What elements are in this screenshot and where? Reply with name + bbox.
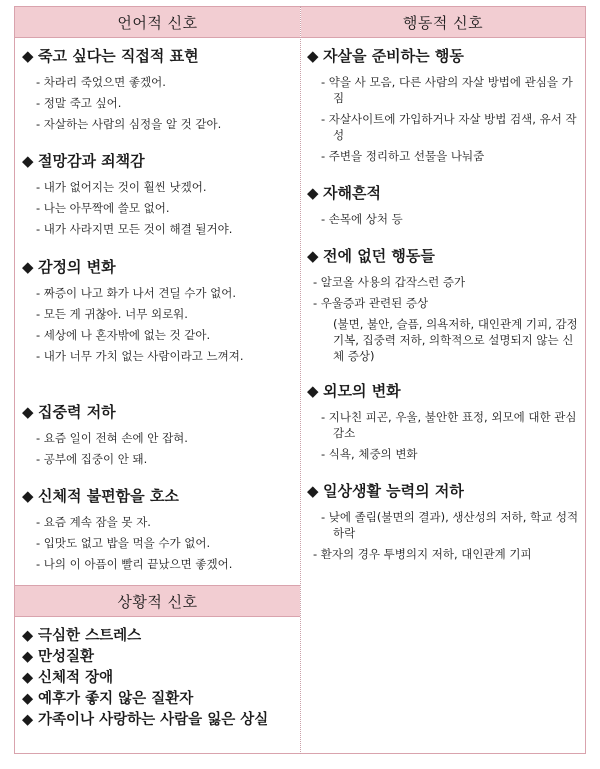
list-item: - 식욕, 체중의 변화	[321, 447, 418, 461]
behavior-section-self-harm	[307, 182, 579, 232]
section-title: ◆ 신체적 불편함을 호소	[22, 487, 179, 505]
list-item: - 차라리 죽었으면 좋겠어.	[36, 75, 166, 89]
list-item: - 나의 이 아픔이 빨리 끝났으면 좋겠어.	[36, 557, 233, 571]
list-item: ◆ 예후가 좋지 않은 질환자	[22, 691, 194, 707]
section-title: ◆ 집중력 저하	[22, 403, 116, 421]
list-item: - 정말 죽고 싶어.	[36, 96, 122, 110]
diamond-bullet-icon: ◆	[22, 47, 34, 65]
header-situational-label: 상황적 신호	[117, 592, 198, 611]
list-item: - 내가 너무 가치 없는 사람이라고 느껴져.	[36, 349, 244, 363]
diamond-bullet-icon: ◆	[307, 184, 319, 202]
diamond-bullet-icon: ◆	[307, 482, 319, 500]
situational-signal-list	[22, 626, 297, 731]
behavior-section-appearance	[307, 380, 579, 467]
section-title: ◆ 자해흔적	[307, 184, 381, 202]
diamond-bullet-icon: ◆	[22, 403, 34, 421]
diamond-bullet-icon: ◆	[22, 691, 34, 707]
section-title: ◆ 죽고 싶다는 직접적 표현	[22, 47, 199, 65]
diamond-bullet-icon: ◆	[22, 152, 34, 170]
header-behavioral-signals	[301, 7, 585, 38]
behavior-section-new-behaviors	[307, 245, 579, 369]
list-item: - 환자의 경우 투병의지 저하, 대인관계 기피	[313, 547, 532, 561]
diamond-bullet-icon: ◆	[22, 670, 34, 686]
column-divider	[300, 6, 302, 754]
header-situational-signals	[15, 585, 300, 617]
behavior-section-daily-function	[307, 480, 579, 567]
header-verbal-signals	[15, 7, 300, 38]
section-title: ◆ 자살을 준비하는 행동	[307, 47, 464, 65]
section-title: ◆ 일상생활 능력의 저하	[307, 482, 464, 500]
diamond-bullet-icon: ◆	[22, 649, 34, 665]
verbal-section-despair-guilt	[22, 150, 298, 242]
header-verbal-label: 언어적 신호	[117, 13, 198, 32]
list-item: - 입맛도 없고 밥을 먹을 수가 없어.	[36, 536, 211, 550]
section-title: ◆ 절망감과 죄책감	[22, 152, 145, 170]
list-item: - 주변을 정리하고 선물을 나눠줌	[321, 149, 485, 163]
list-item: - 내가 없어지는 것이 훨씬 낫겠어.	[36, 180, 207, 194]
behavior-section-preparing	[307, 45, 579, 169]
verbal-section-concentration	[22, 401, 298, 472]
list-item: - 자살사이트에 가입하거나 자살 방법 검색, 유서 작성	[321, 112, 577, 142]
list-item: - 낮에 졸림(불면의 결과), 생산성의 저하, 학교 성적 하락	[321, 510, 579, 540]
list-item: - 모든 게 귀찮아. 너무 외로워.	[36, 307, 188, 321]
list-item: ◆ 극심한 스트레스	[22, 628, 142, 644]
diamond-bullet-icon: ◆	[307, 247, 319, 265]
verbal-section-direct-expression	[22, 45, 298, 137]
section-title: ◆ 전에 없던 행동들	[307, 247, 435, 265]
list-item: - 알코올 사용의 갑작스런 증가	[313, 275, 466, 289]
list-item: - 약을 사 모음, 다른 사람의 자살 방법에 관심을 가짐	[321, 75, 573, 105]
list-item: - 세상에 나 혼자밖에 없는 것 같아.	[36, 328, 211, 342]
diamond-bullet-icon: ◆	[307, 382, 319, 400]
list-item: - 내가 사라지면 모든 것이 해결 될거야.	[36, 222, 233, 236]
section-title: ◆ 감정의 변화	[22, 258, 116, 276]
list-item: - 자살하는 사람의 심정을 알 것 같아.	[36, 117, 222, 131]
diamond-bullet-icon: ◆	[22, 258, 34, 276]
diamond-bullet-icon: ◆	[22, 628, 34, 644]
list-item: - 요즘 계속 잠을 못 자.	[36, 515, 151, 529]
diamond-bullet-icon: ◆	[22, 712, 34, 728]
diamond-bullet-icon: ◆	[307, 47, 319, 65]
list-item: ◆ 가족이나 사랑하는 사람을 잃은 상실	[22, 712, 269, 728]
diamond-bullet-icon: ◆	[22, 487, 34, 505]
section-title: ◆ 외모의 변화	[307, 382, 401, 400]
list-item: - 손목에 상처 등	[321, 212, 403, 226]
list-item: ◆ 신체적 장애	[22, 670, 114, 686]
list-item: - 짜증이 나고 화가 나서 견딜 수가 없어.	[36, 286, 237, 300]
list-item: - 공부에 집중이 안 돼.	[36, 452, 148, 466]
header-behavioral-label: 행동적 신호	[402, 13, 484, 32]
list-item: - 지나친 피곤, 우울, 불안한 표정, 외모에 대한 관심 감소	[321, 410, 577, 440]
list-item: - 우울증과 관련된 증상	[313, 296, 429, 310]
list-item: - 요즘 일이 전혀 손에 안 잡혀.	[36, 431, 188, 445]
verbal-section-physical-discomfort	[22, 485, 298, 577]
list-item: (불면, 불안, 슬픔, 의욕저하, 대인관계 기피, 감정기복, 집중력 저하, 의학적으로 설명되지 않는 신체 증상)	[333, 317, 578, 363]
verbal-section-emotional-change	[22, 256, 298, 369]
list-item: - 나는 아무짝에 쓸모 없어.	[36, 201, 170, 215]
list-item: ◆ 만성질환	[22, 649, 95, 665]
